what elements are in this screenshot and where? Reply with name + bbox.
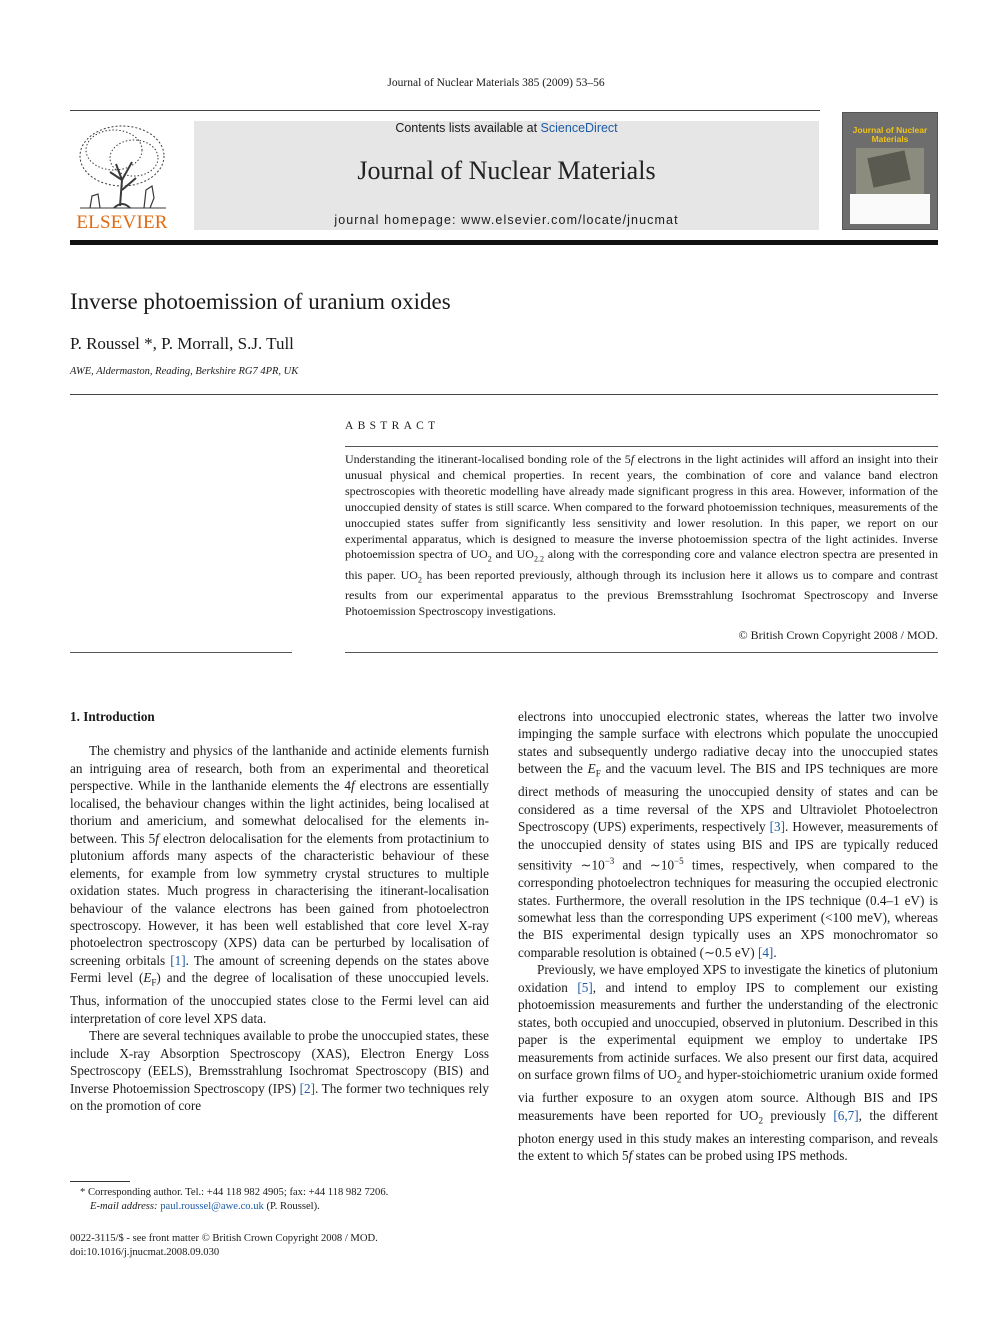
section-heading-introduction: 1. Introduction [70,709,155,724]
body-paragraph: There are several techniques available to probe the unoccupied states, these include X-ray Absorption Spectroscopy (XAS), Electron Energy Loss Spectroscopy (EELS), Bremsstrahlung Isochromat Spectroscopy (BIS) and Inverse Photoemission Spectroscopy (IPS) [2]. The former two techniques rely on the promotion of core [70,1028,490,1114]
contents-prefix: Contents lists available at [395,121,541,135]
footnote [70,1186,510,1214]
body-column-right [518,708,938,1165]
contents-availability-line [194,121,819,135]
doi-line[interactable]: doi:10.1016/j.jnucmat.2008.09.030 [70,1247,220,1258]
journal-homepage-link[interactable]: journal homepage: www.elsevier.com/locate/jnucmat [334,213,679,227]
corresponding-author-note: * Corresponding author. Tel.: +44 118 982 4905; fax: +44 118 982 7206. [80,1187,389,1198]
body-column-left [70,708,489,1115]
sciencedirect-link[interactable]: ScienceDirect [540,121,618,135]
article-title: Inverse photoemission of uranium oxides [70,289,451,314]
citation-link[interactable]: [4] [757,944,774,960]
issn-doi-block [70,1232,378,1260]
abstract-top-rule [345,446,938,447]
citation-link[interactable]: [6,7] [833,1107,859,1123]
body-paragraph: Previously, we have employed XPS to investigate the kinetics of plutonium oxidation [5], and intend to employ IPS to complement our existing photoemission measurements and further the understanding of the electronic states, both occupied and unoccupied, observed in plutonium. Described in this paper is the experimental equipment we employ to undertake IPS measurements from actinide surfaces. We also present our first data, acquired on surface grown films of $UO_2$ and hyper-stoichiometric uranium oxide formed via further exposure to an oxygen atom source. Although BIS and IPS measurements have been reported for $UO_2$ previously [6,7], the different photon energy used in this study makes an interesting comparison, and reveals the extent to which 5f states can be probed using IPS methods. [518,962,938,1164]
email-suffix: (P. Roussel). [263,1201,320,1212]
citation-link[interactable]: [3] [769,819,786,835]
email-line [70,1200,510,1214]
elsevier-wordmark: ELSEVIER [76,212,168,233]
abstract-text: Understanding the itinerant-localised bonding role of the 5f electrons in the light actinides will afford an insight into their unusual physical and chemical properties. In recent years, the combination of core and valance band electron spectroscopies with theoretic modelling have already made significant progress in this area. However, information of the unoccupied density of states is still scarce. When compared to the forward photoemission techniques, measurements of the unoccupied states suffer from significantly less sensitivity and lower resolution. In this paper, we report on our experimental apparatus, which is designed to measure the inverse photoemission spectra of the light actinides. Inverse photoemission spectra of $UO_2$ and $UO_{2.2}$ along with the corresponding core and valance electron spectra are presented in this paper. $UO_2$ has been reported previously, although through its inclusion here it allows us to compare and contrast results from our experimental apparatus to the previous Bremsstrahlung Isochromat Spectroscopy and Inverse Photoemission Spectroscopy investigations. [345,452,938,618]
body-paragraph: The chemistry and physics of the lanthanide and actinide elements furnish an intriguing area of research, both from an experimental and theoretical perspective. While in the lanthanide elements the 4f electrons are essentially localised, the behaviour changes within the light actinides, being localised at thorium and americium, and somewhat delocalised for the elements in-between. This 5f electron delocalisation for the elements from protactinium to plutonium affords many aspects of the characteristic behaviour of these elements, for example from low symmetry crystal structures to multiple oxidation states. Much progress in characterising the itinerant-localisation behaviour of the valance electrons has been gained from photoelectron spectroscopy. However, it has been well established that core level X-ray photoelectron spectroscopy (XPS) data can be perturbed by localisation of screening orbitals [1]. The amount of screening depends on the states above Fermi level $(E_F)$ and the degree of localisation of these unoccupied levels. Thus, information of the unoccupied states close to the Fermi level can aid interpretation of core level XPS data. [70,743,489,1026]
citation-link[interactable]: [2] [299,1080,316,1096]
author-affiliation: AWE, Aldermaston, Reading, Berkshire RG7 4PR, UK [70,366,299,377]
left-column-rule [70,652,292,653]
cover-image [856,148,924,194]
cover-title: Journal of Nuclear Materials [852,125,928,144]
title-divider [70,394,938,395]
citation-link[interactable]: [1] [170,952,186,968]
journal-reference: Journal of Nuclear Materials 385 (2009) 53–56 [387,77,605,89]
journal-name: Journal of Nuclear Materials [357,156,656,185]
author-list: P. Roussel *, P. Morrall, S.J. Tull [70,334,294,353]
citation-link[interactable]: [5] [577,979,593,995]
cover-lower-panel [850,194,930,224]
email-label: E-mail address: [90,1201,158,1212]
issn-line: 0022-3115/$ - see front matter © British Crown Copyright 2008 / MOD. [70,1233,378,1244]
email-link[interactable]: paul.roussel@awe.co.uk [160,1201,264,1212]
abstract-bottom-rule [345,652,938,653]
abstract-copyright: © British Crown Copyright 2008 / MOD. [738,628,938,642]
body-paragraph: electrons into unoccupied electronic states, whereas the latter two involve impinging the sample surface with electrons which populate the unoccupied states and subsequently undergo radiative decay into the unoccupied states between the $E_F$ and the vacuum level. The BIS and IPS techniques are more direct methods of measuring the unoccupied density of states and can be considered as a time reversal of the XPS and Ultraviolet Photoelectron Spectroscopy (UPS) experiments, respectively [3]. However, measurements of the unoccupied density of states using BIS and IPS are typically reduced sensitivity $\sim 10^{-3}$ and $\sim 10^{-5}$ times, respectively, when compared to the corresponding photoelectron techniques for measuring the occupied electronic states. Furthermore, the overall resolution in the IPS technique (0.4–1 eV) is somewhat less than the corresponding UPS experiment (<100 meV), whereas the BIS experimental design typically uses an XPS monochromator so comparable resolution is obtained (∼0.5 eV) [4]. [518,709,938,960]
footnote-rule [70,1181,130,1182]
header-bottom-rule [70,240,938,245]
header-top-rule [70,110,820,111]
abstract-heading: ABSTRACT [345,420,440,432]
